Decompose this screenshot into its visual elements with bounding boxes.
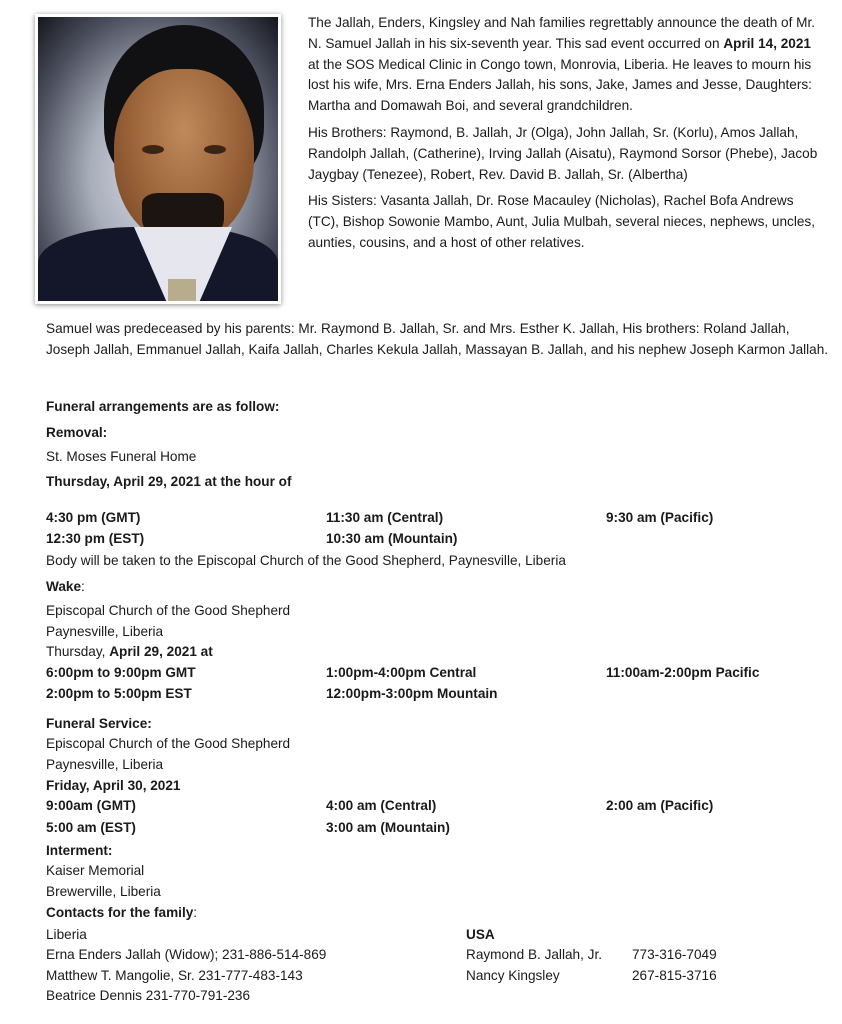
service-place: Episcopal Church of the Good Shepherd: [46, 736, 291, 751]
wake-date: Thursday, April 29, 2021 at: [46, 644, 213, 659]
wake-time-est: 2:00pm to 5:00pm EST: [46, 686, 192, 701]
service-time-gmt: 9:00am (GMT): [46, 798, 136, 813]
portrait-photo: [38, 17, 278, 301]
service-time-mountain: 3:00 am (Mountain): [326, 820, 450, 835]
contact-liberia-3: Beatrice Dennis 231-770-791-236: [46, 988, 251, 1003]
removal-place: St. Moses Funeral Home: [46, 449, 197, 464]
wake-city: Paynesville, Liberia: [46, 624, 164, 639]
interment-heading: Interment:: [46, 843, 113, 858]
removal-heading: Removal:: [46, 425, 108, 440]
wake-time-central: 1:00pm-4:00pm Central: [326, 665, 477, 680]
arrangements-heading: Funeral arrangements are as follow:: [46, 399, 280, 414]
contacts-usa-label: USA: [466, 927, 495, 942]
contact-liberia-2: Matthew T. Mangolie, Sr. 231-777-483-143: [46, 968, 303, 983]
predeceased-paragraph: Samuel was predeceased by his parents: Mr. Raymond B. Jallah, Sr. and Mrs. Esther K. Jallah, His brothers: Roland Jallah, Joseph Jallah, Emmanuel Jallah, Kaifa Jallah, Charles Kekula Jallah, Massayan B. Jallah, and his nephew Joseph Karmon Jallah.: [46, 321, 829, 357]
removal-time-mountain: 10:30 am (Mountain): [326, 531, 458, 546]
contact-liberia-1: Erna Enders Jallah (Widow); 231-886-514-869: [46, 947, 327, 962]
removal-date: Thursday, April 29, 2021 at the hour of: [46, 474, 292, 489]
sisters-paragraph: His Sisters: Vasanta Jallah, Dr. Rose Macauley (Nicholas), Rachel Bofa Andrews (TC), Bishop Sowonie Mambo, Aunt, Julia Mulbah, several nieces, nephews, uncles, aunties, cousins, and a host of other relatives.: [308, 193, 815, 250]
removal-time-central: 11:30 am (Central): [326, 510, 444, 525]
service-city: Paynesville, Liberia: [46, 757, 164, 772]
contact-usa-1-name: Raymond B. Jallah, Jr.: [466, 947, 602, 962]
removal-time-est: 12:30 pm (EST): [46, 531, 145, 546]
interment-city: Brewerville, Liberia: [46, 884, 161, 899]
service-time-central: 4:00 am (Central): [326, 798, 437, 813]
brothers-paragraph: His Brothers: Raymond, B. Jallah, Jr (Olga), John Jallah, Sr. (Korlu), Amos Jallah, Randolph Jallah, (Catherine), Irving Jallah (Aisatu), Raymond Sorsor (Phebe), Jacob Jaygbay (Tenezee), Robert, Rev. David B. Jallah, Sr. (Albertha): [308, 124, 818, 182]
service-date: Friday, April 30, 2021: [46, 778, 181, 793]
service-heading: Funeral Service:: [46, 716, 152, 731]
wake-time-pacific: 11:00am-2:00pm Pacific: [606, 665, 760, 680]
service-time-est: 5:00 am (EST): [46, 820, 136, 835]
announcement-paragraph: The Jallah, Enders, Kingsley and Nah families regrettably announce the death of Mr. N. Samuel Jallah in his six-seventh year. This sad event occurred on April 14, 2021 at the SOS Medical Clinic in Congo town, Monrovia, Liberia. He leaves to mourn his lost his wife, Mrs. Erna Enders Jallah, his sons, Jake, James and Jesse, Daughters: Martha and Domawah Boi, and several grandchildren.: [308, 15, 816, 114]
removal-time-pacific: 9:30 am (Pacific): [606, 510, 714, 525]
contacts-liberia-label: Liberia: [46, 927, 87, 942]
portrait-photo-frame: [35, 14, 281, 304]
contact-usa-2-phone: 267-815-3716: [632, 968, 717, 983]
removal-time-gmt: 4:30 pm (GMT): [46, 510, 141, 525]
removal-note: Body will be taken to the Episcopal Church of the Good Shepherd, Paynesville, Liberia: [46, 553, 566, 568]
service-time-pacific: 2:00 am (Pacific): [606, 798, 714, 813]
contacts-heading: Contacts for the family:: [46, 905, 198, 920]
wake-place: Episcopal Church of the Good Shepherd: [46, 603, 291, 618]
obituary-intro: [308, 13, 818, 260]
contact-usa-1-phone: 773-316-7049: [632, 947, 717, 962]
interment-place: Kaiser Memorial: [46, 863, 145, 878]
death-date: April 14, 2021: [723, 35, 811, 51]
wake-heading: Wake:: [46, 579, 85, 594]
wake-time-gmt: 6:00pm to 9:00pm GMT: [46, 665, 196, 680]
wake-time-mountain: 12:00pm-3:00pm Mountain: [326, 686, 498, 701]
contact-usa-2-name: Nancy Kingsley: [466, 968, 560, 983]
